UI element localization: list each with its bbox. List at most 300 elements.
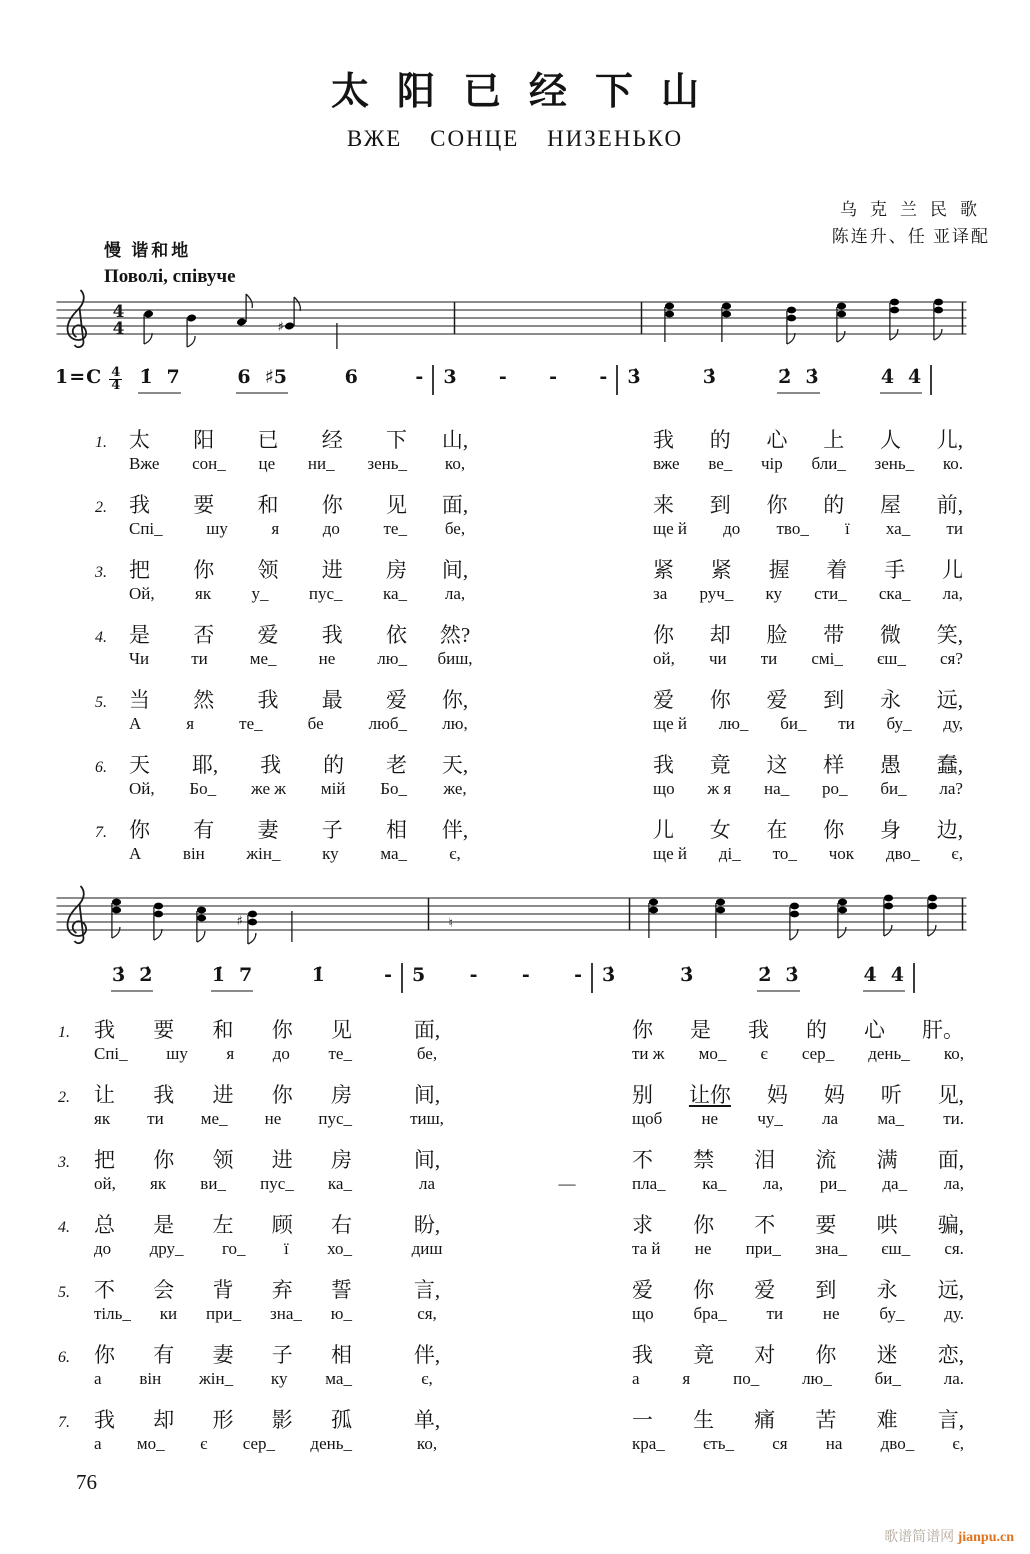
- lyric-line: [95, 454, 1030, 484]
- lyric-syllable: лю_: [377, 649, 407, 668]
- lyric-syllable: пус_: [318, 1109, 352, 1128]
- lyric-syllable: го_: [221, 1239, 246, 1258]
- lyric-syllable: ся: [772, 1434, 788, 1453]
- lyric-hold-syllable: ко,: [416, 1434, 438, 1453]
- lyric-syllable: 难: [876, 1408, 898, 1432]
- jianpu-measure: [434, 366, 616, 392]
- lyric-syllable: ме_: [249, 649, 277, 668]
- lyric-syllable: при_: [205, 1304, 242, 1323]
- lyric-right-group: [653, 814, 963, 844]
- lyric-line: [58, 1014, 1030, 1044]
- jianpu-note-group: [880, 366, 922, 394]
- jianpu-note-group: [548, 366, 558, 392]
- lyric-syllable: 妻: [257, 818, 279, 842]
- lyric-syllable: ме_: [200, 1109, 228, 1128]
- jianpu-note-group: [863, 964, 905, 992]
- lyric-verse: [0, 814, 1030, 874]
- lyric-syllable: до: [272, 1044, 290, 1063]
- lyric-syllable: 孤: [331, 1408, 352, 1432]
- watermark: [884, 1526, 1014, 1546]
- lyric-syllable: 你: [693, 1213, 715, 1237]
- lyric-right-group: [653, 619, 963, 649]
- lyric-syllable: щоб: [632, 1109, 663, 1128]
- lyric-syllable: 却: [709, 623, 731, 647]
- lyric-syllable: 房: [331, 1083, 352, 1107]
- lyric-verse: [0, 489, 1030, 549]
- lyric-syllable: сер_: [801, 1044, 835, 1063]
- lyric-syllable: ти: [191, 649, 208, 668]
- lyric-syllable: 房: [331, 1148, 352, 1172]
- lyric-syllable: є,: [951, 844, 963, 863]
- lyric-syllable: 到: [709, 493, 731, 517]
- jianpu-note: 6: [344, 366, 358, 388]
- jianpu-note: -: [415, 366, 424, 388]
- lyric-syllable: 妈: [823, 1083, 845, 1107]
- lyric-syllable: 微: [880, 623, 901, 647]
- lyric-syllable: 右: [331, 1213, 352, 1237]
- lyric-syllable: ку: [270, 1369, 288, 1388]
- lyric-syllable: 一: [632, 1408, 653, 1432]
- lyric-syllable: ха_: [885, 519, 911, 538]
- jianpu-note-group: [598, 366, 608, 392]
- lyric-syllable: А: [129, 714, 142, 733]
- lyric-syllable: 见,: [937, 1083, 964, 1107]
- lyric-syllable: 我: [632, 1343, 653, 1367]
- lyric-syllable: ще й: [653, 519, 687, 538]
- jianpu-measure: [130, 366, 432, 394]
- jianpu-note: 1̇: [211, 964, 226, 986]
- lyric-syllable: 远,: [937, 1278, 964, 1302]
- lyric-syllable: 领: [212, 1148, 234, 1172]
- lyric-syllable: 你: [693, 1278, 715, 1302]
- lyric-syllable: не: [822, 1304, 840, 1323]
- lyric-syllable: 耶,: [191, 753, 219, 777]
- lyric-hold-syllable: ла,: [444, 584, 466, 603]
- lyric-syllable: 我: [653, 428, 674, 452]
- jianpu-note: 4̇: [908, 366, 922, 388]
- lyric-right-group: [632, 1209, 964, 1239]
- lyric-syllable: Ой,: [129, 779, 155, 798]
- lyric-syllable: 下: [386, 428, 407, 452]
- jianpu-note-group: [757, 964, 799, 992]
- lyric-syllable: чу_: [757, 1109, 783, 1128]
- lyric-syllable: 这: [766, 753, 788, 777]
- jianpu-measure: [618, 366, 930, 394]
- lyric-syllable: 的: [709, 428, 731, 452]
- lyric-line: [95, 619, 1030, 649]
- lyric-syllable: ска_: [878, 584, 911, 603]
- jianpu-note-group: [521, 964, 531, 990]
- lyric-syllable: 苦: [815, 1408, 837, 1432]
- staff-lines: [57, 898, 967, 930]
- lyric-right-group: [632, 1079, 964, 1109]
- lyric-hold-syllable: 你,: [441, 688, 469, 712]
- lyric-syllable: пла_: [632, 1174, 666, 1193]
- lyric-right-group: [632, 1239, 964, 1259]
- lyric-left-group: [94, 1434, 352, 1454]
- lyric-syllable: 到: [823, 688, 845, 712]
- lyric-syllable: 已: [257, 428, 279, 452]
- lyric-hold-syllable: бе,: [416, 1044, 438, 1063]
- lyric-left-group: [129, 489, 407, 519]
- lyric-hold-syllable: ла: [418, 1174, 436, 1193]
- lyric-syllable: 心: [864, 1018, 885, 1042]
- lyric-hold-syllable: же,: [443, 779, 467, 798]
- credits: [832, 196, 990, 250]
- lyric-syllable: ро_: [822, 779, 848, 798]
- svg-text:♯: ♯: [277, 320, 284, 335]
- lyric-line: [95, 649, 1030, 679]
- lyric-syllable: 你: [94, 1343, 115, 1367]
- jianpu-note: -: [498, 366, 507, 388]
- lyric-syllable: ка_: [327, 1174, 352, 1193]
- lyric-syllable: 弃: [271, 1278, 293, 1302]
- lyric-syllable: 样: [823, 753, 845, 777]
- lyric-syllable: хо_: [327, 1239, 352, 1258]
- lyric-syllable: 和: [257, 493, 279, 517]
- lyric-syllable: 是: [153, 1213, 175, 1237]
- lyric-syllable: 子: [321, 818, 343, 842]
- jianpu-line-2: [55, 958, 1019, 993]
- lyric-syllable: єш_: [881, 1239, 911, 1258]
- jianpu-note-group: [777, 366, 819, 394]
- lyric-syllable: 在: [766, 818, 788, 842]
- lyric-syllable: Спі_: [129, 519, 163, 538]
- lyric-syllable: 要: [815, 1213, 837, 1237]
- lyric-syllable: до: [723, 519, 741, 538]
- lyric-left-group: [94, 1274, 352, 1304]
- lyric-verse: [0, 1404, 1030, 1464]
- lyric-syllable: ти.: [943, 1109, 964, 1128]
- jianpu-note: -: [599, 366, 608, 388]
- lyric-syllable: 肝。: [922, 1018, 964, 1042]
- lyric-right-group: [653, 749, 963, 779]
- lyric-syllable: 太: [129, 428, 150, 452]
- lyric-syllable: тіль_: [94, 1304, 131, 1323]
- lyrics-block-2: [0, 1014, 1030, 1469]
- lyric-hold-syllable: 面,: [441, 493, 469, 517]
- jianpu-note-group: [414, 366, 424, 394]
- page-number: 76: [76, 1470, 97, 1494]
- lyric-syllable: 进: [321, 558, 343, 582]
- lyric-syllable: ла,: [762, 1174, 784, 1193]
- lyric-verse: [0, 424, 1030, 484]
- lyric-syllable: 听: [880, 1083, 902, 1107]
- lyric-right-group: [653, 684, 963, 714]
- lyric-syllable: 脸: [766, 623, 788, 647]
- lyric-syllable: 有: [153, 1343, 175, 1367]
- lyric-syllable: 紧: [710, 558, 732, 582]
- lyric-syllable: А: [129, 844, 142, 863]
- lyric-syllable: бу_: [886, 714, 912, 733]
- jianpu-note: 1̇: [311, 964, 325, 986]
- lyric-syllable: 当: [129, 688, 150, 712]
- lyric-right-group: [653, 844, 963, 864]
- lyric-syllable: 蠢,: [936, 753, 963, 777]
- lyric-syllable: ко.: [942, 454, 963, 473]
- lyric-left-group: [129, 684, 407, 714]
- lyric-syllable: ой,: [94, 1174, 116, 1193]
- lyric-syllable: 你: [815, 1343, 837, 1367]
- lyric-syllable: 迷: [876, 1343, 898, 1367]
- lyric-verse: [0, 554, 1030, 614]
- lyric-hold-syllable: 伴,: [441, 818, 469, 842]
- lyric-syllable: би_: [874, 1369, 901, 1388]
- lyric-syllable: ще й: [653, 714, 687, 733]
- translator-credit: 陈连升、任 亚译配: [831, 227, 990, 246]
- lyric-left-group: [129, 814, 407, 844]
- lyric-syllable: 你: [653, 623, 674, 647]
- lyric-syllable: смі_: [811, 649, 843, 668]
- jianpu-note-group: [679, 964, 694, 992]
- verse-number: 5.: [95, 694, 107, 711]
- lyric-syllable: 爱: [653, 688, 674, 712]
- lyric-hold-syllable: 然?: [439, 623, 471, 647]
- lyric-verse: [0, 1079, 1030, 1139]
- lyric-hold-syllable: ся,: [417, 1304, 437, 1323]
- lyric-left-group: [129, 844, 407, 864]
- lyric-syllable: 我: [748, 1018, 769, 1042]
- lyric-syllable: руч_: [699, 584, 734, 603]
- lyric-syllable: у_: [251, 584, 269, 603]
- lyric-syllable: на_: [764, 779, 790, 798]
- lyric-syllable: ла?: [939, 779, 963, 798]
- lyric-right-group: [632, 1339, 964, 1369]
- lyric-syllable: 求: [632, 1213, 653, 1237]
- lyric-syllable: 恋,: [937, 1343, 964, 1367]
- lyric-line: [95, 584, 1030, 614]
- lyric-left-group: [94, 1109, 352, 1129]
- watermark-url: jianpu.cn: [957, 1530, 1014, 1545]
- lyric-hold-syllable: 伴,: [413, 1343, 441, 1367]
- lyric-syllable: мо_: [136, 1434, 165, 1453]
- jianpu-note: 4̇: [890, 964, 904, 986]
- lyric-syllable: не: [318, 649, 336, 668]
- lyric-syllable: 身: [880, 818, 901, 842]
- jianpu-note-group: [702, 366, 717, 394]
- lyric-syllable: 你: [321, 493, 343, 517]
- lyric-line: [95, 424, 1030, 454]
- jianpu-note-group: [442, 366, 457, 392]
- lyric-syllable: я: [271, 519, 280, 538]
- lyric-line: [95, 714, 1030, 744]
- lyric-syllable: 总: [94, 1213, 115, 1237]
- lyric-syllable: 哄: [876, 1213, 898, 1237]
- lyric-syllable: 进: [212, 1083, 234, 1107]
- lyric-syllable: 我: [321, 623, 343, 647]
- lyric-right-group: [653, 714, 963, 734]
- jianpu-note: 3̇: [602, 964, 616, 986]
- lyric-syllable: ка_: [382, 584, 407, 603]
- jianpu-note: -: [469, 964, 478, 986]
- lyric-syllable: це: [258, 454, 276, 473]
- svg-text:♮: ♮: [448, 916, 454, 931]
- lyric-syllable: зна_: [815, 1239, 847, 1258]
- lyric-syllable: ї: [283, 1239, 289, 1258]
- lyric-line: [58, 1144, 1030, 1174]
- lyric-syllable: я: [226, 1044, 235, 1063]
- lyric-syllable: Вже: [129, 454, 160, 473]
- lyric-verse: [0, 749, 1030, 809]
- lyric-syllable: 竟: [709, 753, 731, 777]
- lyric-syllable: ти: [147, 1109, 164, 1128]
- lyric-syllable: 你: [709, 688, 731, 712]
- lyric-hold-syllable: 山,: [441, 428, 469, 452]
- lyric-syllable: 言,: [937, 1408, 964, 1432]
- lyric-syllable: 和: [212, 1018, 234, 1042]
- lyric-syllable: він: [182, 844, 205, 863]
- svg-text:♯: ♯: [236, 914, 243, 929]
- lyric-syllable: 儿,: [936, 428, 963, 452]
- lyric-syllable: що: [632, 1304, 654, 1323]
- jianpu-note: 6: [237, 366, 251, 388]
- lyric-syllable: 顾: [271, 1213, 293, 1237]
- lyric-syllable: 子: [271, 1343, 293, 1367]
- jianpu-note: -: [549, 366, 558, 388]
- verse-number: 7.: [95, 824, 107, 841]
- lyric-syllable: 儿: [653, 818, 674, 842]
- lyric-left-group: [129, 454, 407, 474]
- lyric-syllable: 流: [815, 1148, 837, 1172]
- lyric-syllable: 我: [653, 753, 674, 777]
- lyric-hold-syllable: 间,: [441, 558, 469, 582]
- lyric-syllable: 爱: [386, 688, 407, 712]
- lyric-syllable: 你: [193, 558, 215, 582]
- lyric-syllable: чи: [708, 649, 727, 668]
- lyric-syllable: зень_: [367, 454, 407, 473]
- lyric-syllable: 屋: [880, 493, 901, 517]
- jianpu-note-group: [111, 964, 153, 992]
- lyric-syllable: 笑,: [936, 623, 963, 647]
- lyric-syllable: ла,: [942, 584, 963, 603]
- lyric-syllable: бра_: [693, 1304, 727, 1323]
- lyric-line: [58, 1239, 1030, 1269]
- lyric-right-group: [632, 1369, 964, 1389]
- tempo-chinese: 慢 谐和地: [104, 241, 192, 260]
- lyric-syllable: 依: [386, 623, 407, 647]
- lyric-syllable: Спі_: [94, 1044, 128, 1063]
- lyric-syllable: день_: [868, 1044, 910, 1063]
- lyric-left-group: [94, 1044, 352, 1064]
- lyric-syllable: пус_: [260, 1174, 294, 1193]
- jianpu-note-group: [469, 964, 479, 990]
- lyric-syllable: ни_: [307, 454, 335, 473]
- lyric-syllable: він: [139, 1369, 162, 1388]
- lyric-line: [58, 1174, 1030, 1204]
- lyric-syllable: кра_: [632, 1434, 665, 1453]
- lyric-left-group: [94, 1014, 352, 1044]
- lyric-syllable: а: [632, 1369, 640, 1388]
- lyric-syllable: ла.: [943, 1369, 964, 1388]
- lyric-right-group: [632, 1304, 964, 1324]
- lyric-syllable: 手: [884, 558, 906, 582]
- verse-number: 2.: [58, 1089, 70, 1106]
- lyric-syllable: 你: [271, 1083, 293, 1107]
- lyric-syllable: ся.: [944, 1239, 964, 1258]
- lyric-syllable: дру_: [149, 1239, 184, 1258]
- lyric-syllable: як: [195, 584, 212, 603]
- lyric-syllable: 让: [94, 1083, 115, 1107]
- lyric-line: [58, 1434, 1030, 1464]
- lyric-left-group: [129, 424, 407, 454]
- lyric-syllable: 边,: [936, 818, 963, 842]
- lyric-right-group: [632, 1434, 964, 1454]
- lyric-line: [95, 749, 1030, 779]
- lyric-syllable: 爱: [766, 688, 788, 712]
- jianpu-note-group: [138, 366, 180, 394]
- lyric-syllable: 然: [193, 688, 215, 712]
- lyric-syllable: за: [653, 584, 668, 603]
- lyric-right-group: [632, 1274, 964, 1304]
- lyric-syllable: жін_: [246, 844, 281, 863]
- lyric-syllable: єш_: [877, 649, 906, 668]
- lyric-syllable: 是: [690, 1018, 711, 1042]
- jianpu-note-group: [498, 366, 508, 392]
- lyric-syllable: 背: [212, 1278, 234, 1302]
- lyric-left-group: [94, 1304, 352, 1324]
- lyric-left-group: [94, 1239, 352, 1259]
- watermark-site-name: 歌谱简谱网: [884, 1530, 955, 1545]
- lyric-syllable: при_: [745, 1239, 781, 1258]
- lyric-hold-syllable: 间,: [413, 1083, 441, 1107]
- lyric-syllable: день_: [310, 1434, 352, 1453]
- lyric-verse: [0, 619, 1030, 679]
- lyric-syllable: ка_: [702, 1174, 727, 1193]
- lyric-dash: —: [558, 1174, 576, 1193]
- lyric-syllable: чір: [761, 454, 783, 473]
- lyric-left-group: [94, 1369, 352, 1389]
- lyric-syllable: 相: [386, 818, 407, 842]
- lyric-syllable: 心: [766, 428, 788, 452]
- lyric-syllable: як: [94, 1109, 111, 1128]
- lyric-syllable: 来: [653, 493, 674, 517]
- lyric-left-group: [129, 519, 407, 539]
- lyric-syllable: 左: [212, 1213, 234, 1237]
- lyric-syllable: ти: [838, 714, 855, 733]
- lyric-syllable: 让你: [688, 1083, 731, 1107]
- lyric-syllable: ти: [946, 519, 963, 538]
- jianpu-note: 4̇: [863, 964, 877, 986]
- lyric-syllable: ла,: [943, 1174, 964, 1193]
- lyric-syllable: дво_: [880, 1434, 915, 1453]
- lyric-right-group: [653, 649, 963, 669]
- lyric-syllable: 握: [768, 558, 790, 582]
- lyric-hold-syllable: 间,: [413, 1148, 441, 1172]
- lyric-syllable: бу_: [879, 1304, 905, 1323]
- lyric-syllable: 的: [823, 493, 845, 517]
- lyric-line: [58, 1109, 1030, 1139]
- lyric-syllable: 上: [823, 428, 845, 452]
- lyric-left-group: [94, 1079, 352, 1109]
- lyric-hold-syllable: 言,: [413, 1278, 441, 1302]
- lyric-syllable: ж я: [707, 779, 732, 798]
- lyric-hold-syllable: биш,: [437, 649, 473, 668]
- verse-number: 3.: [95, 564, 107, 581]
- lyric-right-group: [653, 584, 963, 604]
- lyric-syllable: 影: [271, 1408, 293, 1432]
- lyric-syllable: жін_: [199, 1369, 234, 1388]
- lyric-line: [95, 554, 1030, 584]
- lyric-syllable: а: [94, 1369, 102, 1388]
- lyric-syllable: 你: [823, 818, 845, 842]
- lyric-syllable: що: [653, 779, 675, 798]
- jianpu-line-1: [55, 360, 971, 395]
- lyrics-block-1: [0, 424, 1030, 879]
- lyric-syllable: 爱: [754, 1278, 776, 1302]
- lyric-line: [58, 1209, 1030, 1239]
- lyric-syllable: ко,: [943, 1044, 964, 1063]
- lyric-right-group: [632, 1174, 964, 1194]
